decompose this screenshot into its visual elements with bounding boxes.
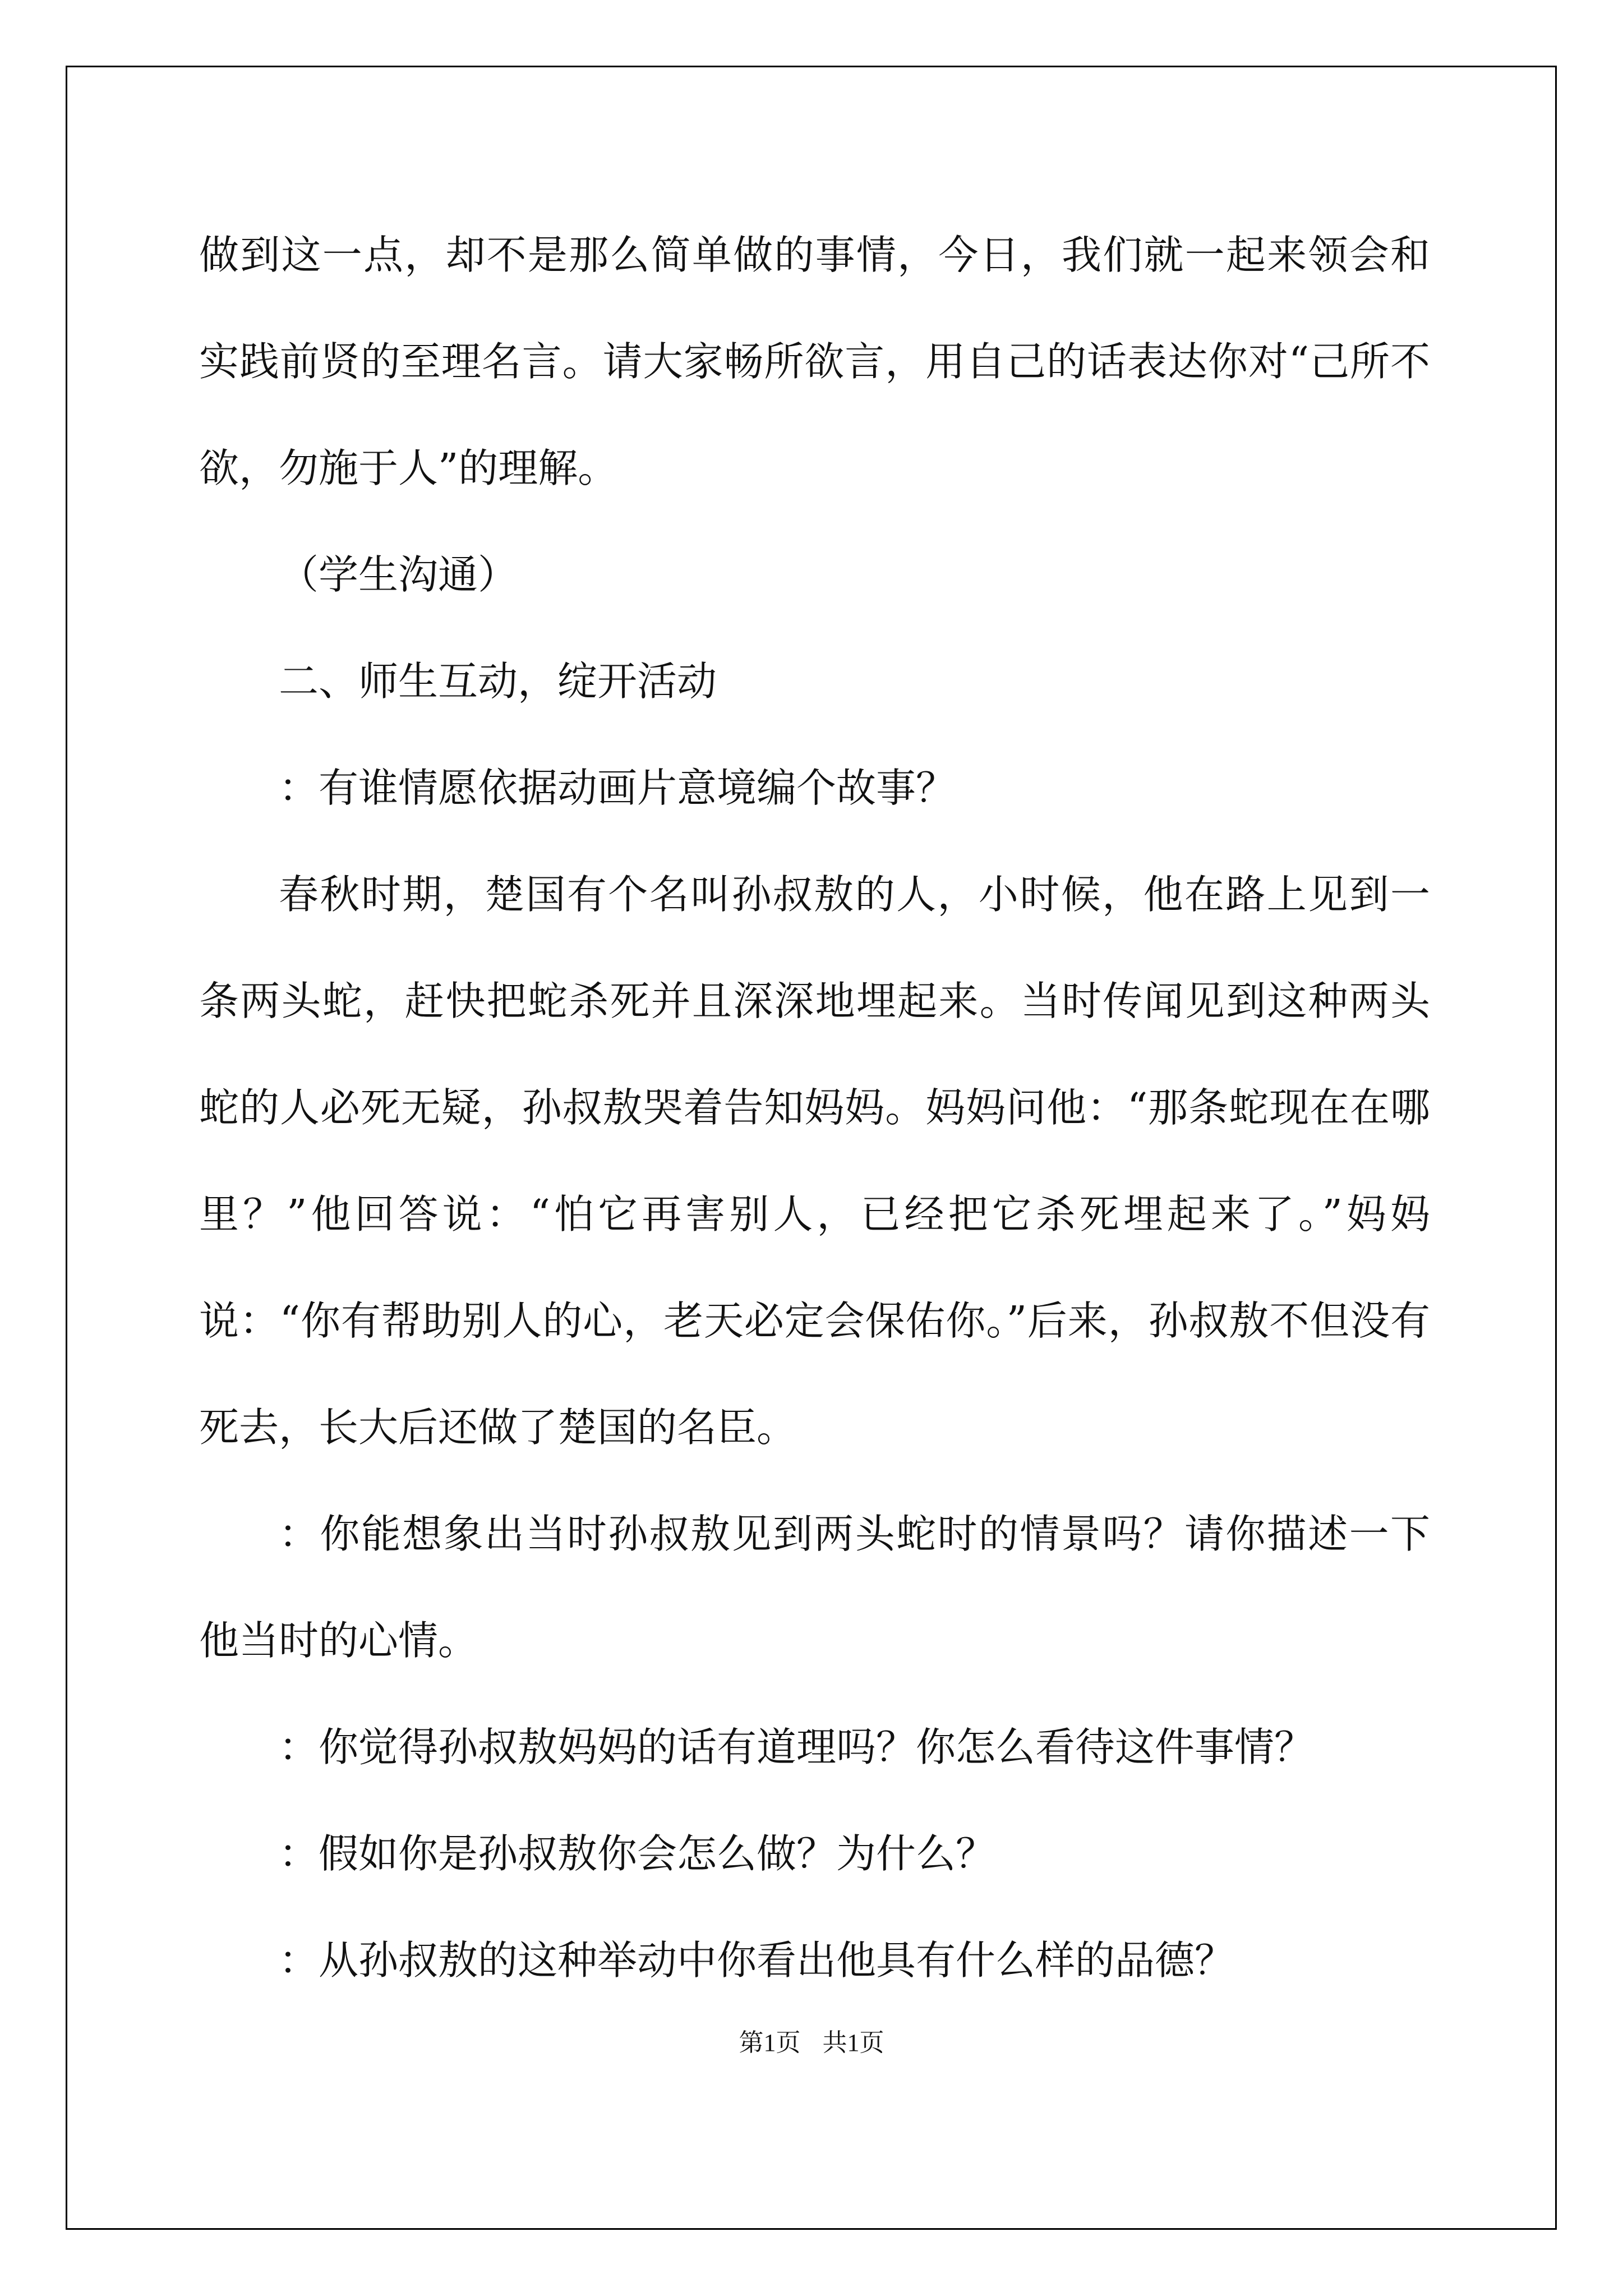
page-footer	[0, 2022, 1623, 2058]
page-number: 第1页	[739, 2029, 801, 2056]
question-virtue: ：从孙叔敖的这种举动中你看出他具有什么样的品德？	[279, 1937, 1235, 1984]
question-imagine: ：你能想象出当时孙叔敖见到两头蛇时的情景吗？请你描述一下他当时的心情。	[199, 1511, 1430, 1664]
paragraph-student-communication: （学生沟通）	[279, 551, 518, 598]
paragraph-intro: 做到这一点，却不是那么简单做的事情，今日，我们就一起来领会和实践前贤的至理名言。请大家畅所欲言，用自己的话表达你对“己所不欲，勿施于人”的理解。	[199, 232, 1430, 491]
question-story: ：有谁情愿依据动画片意境编个故事？	[279, 765, 956, 811]
section-heading: 二、师生互动，绽开活动	[279, 658, 717, 705]
question-opinion: ：你觉得孙叔敖妈妈的话有道理吗？你怎么看待这件事情？	[279, 1724, 1315, 1770]
question-what-would-you-do: ：假如你是孙叔敖你会怎么做？为什么？	[279, 1830, 996, 1877]
page-total: 共1页	[822, 2029, 884, 2056]
document-body	[199, 202, 1430, 2014]
paragraph-story: 春秋时期，楚国有个名叫孙叔敖的人，小时候，他在路上见到一条两头蛇，赶快把蛇杀死并且深深地埋起来。当时传闻见到这种两头蛇的人必死无疑，孙叔敖哭着告知妈妈。妈妈问他：“那条蛇现在在哪里？”他回答说：“怕它再害别人，已经把它杀死埋起来了。”妈妈说：“你有帮助别人的心，老天必定会保佑你。”后来，孙叔敖不但没有死去，长大后还做了楚国的名臣。	[199, 871, 1430, 1451]
